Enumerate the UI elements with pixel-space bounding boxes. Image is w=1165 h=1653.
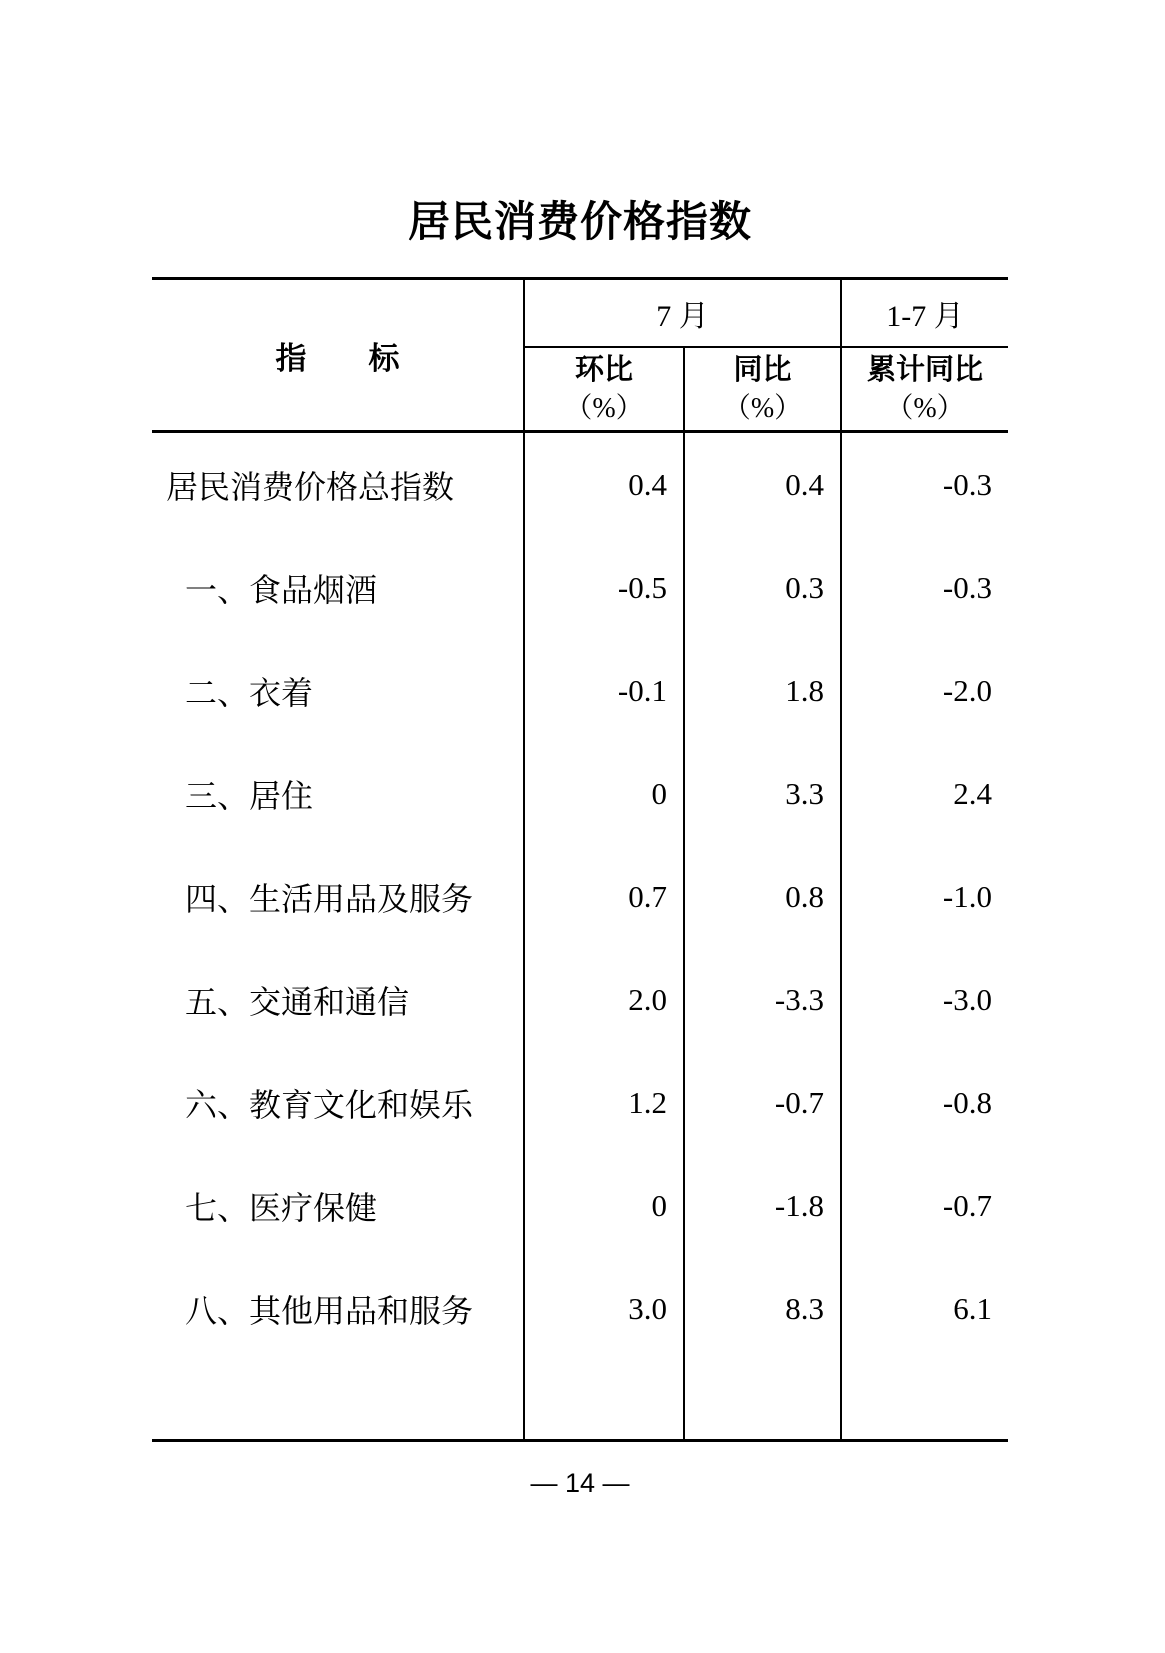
page-title: 居民消费价格指数 <box>407 198 752 245</box>
page-number: — 14 — <box>530 1468 630 1498</box>
header-yoy <box>685 348 842 433</box>
table-body <box>152 433 1008 1442</box>
filler-cell <box>152 1360 525 1439</box>
row-value-mom: 0 <box>525 742 685 845</box>
row-label: 一、食品烟酒 <box>152 536 525 639</box>
row-value-mom: 3.0 <box>525 1257 685 1360</box>
row-value-yoy: 8.3 <box>685 1257 842 1360</box>
row-value-cum-yoy: -0.7 <box>942 1187 992 1223</box>
row-value-cum-yoy: -0.8 <box>942 1084 992 1120</box>
row-value-cum-yoy: -0.3 <box>942 466 992 502</box>
row-label: 六、教育文化和娱乐 <box>152 1051 525 1154</box>
row-value-cum-yoy: 6.1 <box>953 1290 992 1326</box>
row-value-yoy: 0.4 <box>685 433 842 536</box>
filler-cell <box>685 1360 842 1439</box>
row-value-cum-yoy: 2.4 <box>953 775 992 811</box>
header-period-july: 7 月 <box>525 277 842 348</box>
row-value-yoy: 0.8 <box>685 845 842 948</box>
row-value-yoy: -1.8 <box>685 1154 842 1257</box>
row-value-mom: 0.7 <box>525 845 685 948</box>
header-yoy-label: 同比 <box>733 354 792 386</box>
row-value-yoy: 3.3 <box>685 742 842 845</box>
filler-cell <box>842 1360 1008 1439</box>
row-value-mom: 1.2 <box>525 1051 685 1154</box>
row-value-yoy: -0.7 <box>685 1051 842 1154</box>
row-value-yoy: 1.8 <box>685 639 842 742</box>
header-yoy-unit: （%） <box>722 393 803 424</box>
row-value-cum-yoy: -3.0 <box>942 981 992 1017</box>
header-cum-yoy-unit: （%） <box>885 393 965 424</box>
row-value-mom: -0.5 <box>525 536 685 639</box>
header-cum-yoy <box>842 348 1008 433</box>
row-label: 七、医疗保健 <box>152 1154 525 1257</box>
row-label: 三、居住 <box>152 742 525 845</box>
header-mom <box>525 348 685 433</box>
row-value-mom: 2.0 <box>525 948 685 1051</box>
row-value-yoy: -3.3 <box>685 948 842 1051</box>
row-value-mom: 0.4 <box>525 433 685 536</box>
header-indicator: 指 标 <box>152 277 525 433</box>
row-label: 二、衣着 <box>152 639 525 742</box>
row-value-cum-yoy: -1.0 <box>942 878 992 914</box>
row-value-mom: -0.1 <box>525 639 685 742</box>
header-period-jan-july: 1-7 月 <box>842 277 1008 348</box>
row-label: 五、交通和通信 <box>152 948 525 1051</box>
row-label: 四、生活用品及服务 <box>152 845 525 948</box>
row-label: 居民消费价格总指数 <box>152 433 525 536</box>
row-value-cum-yoy: -0.3 <box>942 569 992 605</box>
table-header <box>152 277 1008 433</box>
row-label: 八、其他用品和服务 <box>152 1257 525 1360</box>
filler-cell <box>525 1360 685 1439</box>
row-value-mom: 0 <box>525 1154 685 1257</box>
cpi-table <box>152 277 1008 1442</box>
header-mom-unit: （%） <box>564 393 644 424</box>
header-mom-label: 环比 <box>574 354 633 386</box>
row-value-yoy: 0.3 <box>685 536 842 639</box>
row-value-cum-yoy: -2.0 <box>942 672 992 708</box>
header-cum-yoy-label: 累计同比 <box>866 354 983 386</box>
